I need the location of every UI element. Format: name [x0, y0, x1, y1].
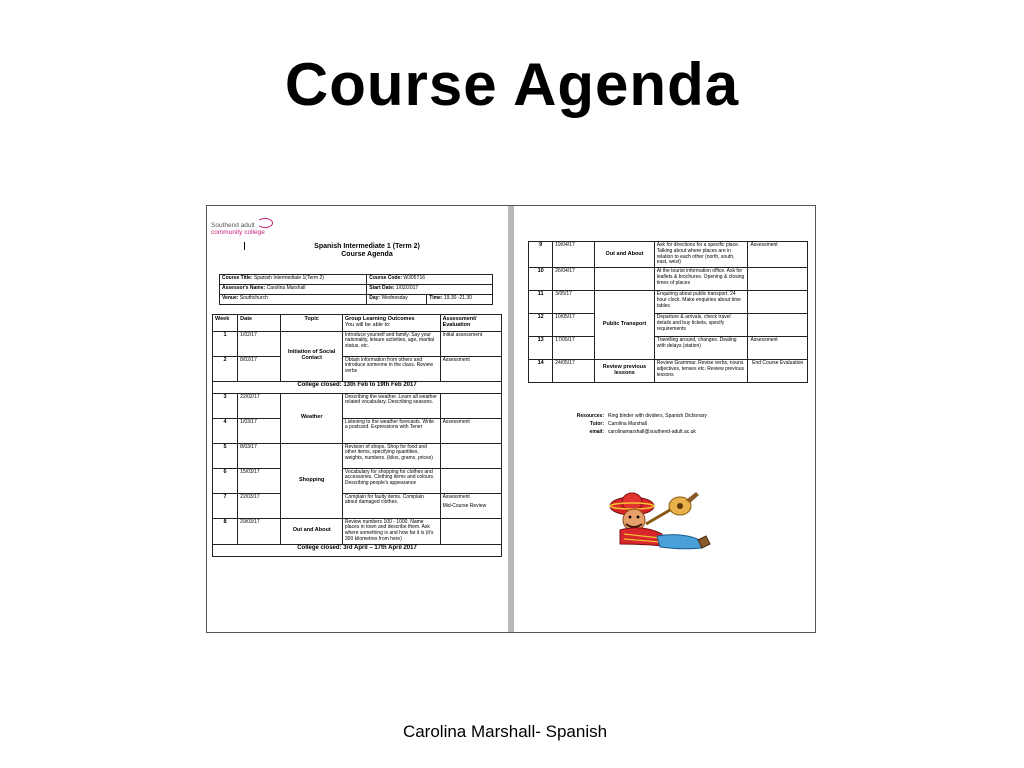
course-title-value: Spanish Intermediate 1(Term 2)	[253, 275, 324, 281]
start-date-value: 1/02/2017	[395, 285, 419, 291]
schedule-table-right	[528, 241, 808, 383]
date-cell: 26/04/17	[553, 268, 595, 291]
date-cell: 19/04/17	[553, 242, 595, 268]
table-row	[213, 381, 502, 393]
date-cell: 22/03/17	[238, 493, 281, 518]
table-row	[220, 295, 493, 305]
date-cell: 22/02/17	[238, 393, 281, 418]
outcome-cell: Complain for faulty items. Complain about damaged clothes.	[342, 493, 440, 518]
date-cell: 29/03/17	[238, 518, 281, 544]
date-cell: 24/05/17	[553, 360, 595, 383]
venue-label: Venue:	[222, 295, 239, 301]
email-line	[562, 428, 707, 436]
topic-cell: Review previous lessons	[595, 360, 654, 383]
date-cell: 15/03/17	[238, 468, 281, 493]
assessment-cell: End Course Evaluation	[748, 360, 808, 383]
info-cell	[427, 295, 493, 305]
date-cell: 3/05/17	[553, 291, 595, 314]
college-logo	[211, 222, 277, 236]
table-row	[213, 356, 502, 381]
course-title-label: Course Title:	[222, 275, 253, 281]
time-label: Time:	[429, 295, 443, 301]
outcome-cell: Listening to the weather forecasts. Write a postcard. Expressions with Tener	[342, 418, 440, 443]
outcome-cell: Travelling around, changes. Dealing with delays (station)	[654, 337, 748, 360]
assessor-label: Assessor's Name:	[222, 285, 266, 291]
assessment-cell	[440, 393, 501, 418]
college-closed-notice: College closed: 3rd April – 17th April 2017	[213, 544, 502, 556]
day-label: Day:	[369, 295, 381, 301]
outcome-cell: Obtain information from others and introduce someone in the class. Review verbs	[342, 356, 440, 381]
table-row	[213, 443, 502, 468]
assessment-cell	[440, 493, 501, 518]
outcome-cell: Vocabulary for shopping for clothes and accessories. Clothing items and colours. Describing people's appearance	[342, 468, 440, 493]
table-row	[529, 360, 808, 383]
topic-cell-empty	[595, 268, 654, 291]
resources-value: Ring binder with dividers, Spanish Dictionary	[608, 413, 707, 419]
date-cell: 17/05/17	[553, 337, 595, 360]
assessment-cell	[440, 468, 501, 493]
header-outcomes-text: Group Learning Outcomes	[344, 316, 415, 322]
assessment-cell	[748, 291, 808, 314]
resources-block	[562, 412, 707, 436]
header-outcomes-sub: You will be able to:	[344, 321, 391, 328]
assessor-value: Carolina Marshall	[266, 285, 306, 291]
date-cell: 1/03/17	[238, 418, 281, 443]
assessment-cell	[440, 518, 501, 544]
schedule-table-left	[212, 314, 502, 557]
logo-line2: community college	[211, 229, 265, 236]
start-date-label: Start Date:	[369, 285, 395, 291]
outcome-cell: Departure & arrivals, check travel details and buy tickets, specify requirements	[654, 314, 748, 337]
header-topic: Topic	[281, 315, 342, 332]
table-row	[529, 268, 808, 291]
table-row	[213, 493, 502, 518]
table-row	[213, 393, 502, 418]
document-title-line1: Spanish Intermediate 1 (Term 2)	[314, 243, 420, 250]
week-cell: 13	[529, 337, 553, 360]
table-row	[213, 331, 502, 356]
info-cell	[367, 295, 427, 305]
college-closed-notice: College closed: 13th Feb to 19th Feb 2017	[213, 381, 502, 393]
email-value: carolinamarshall@southend-adult.ac.uk	[608, 429, 696, 435]
week-cell: 7	[213, 493, 238, 518]
tutor-line	[562, 420, 707, 428]
slide-title: Course Agenda	[284, 51, 740, 118]
course-code-value: W305T16	[403, 275, 426, 281]
table-row	[529, 291, 808, 314]
week-cell: 9	[529, 242, 553, 268]
tutor-label: Tutor:	[589, 421, 604, 427]
outcome-cell: Describing the weather. Learn all weather related vocabulary. Describing seasons.	[342, 393, 440, 418]
date-cell: 8/02/17	[238, 356, 281, 381]
week-cell: 5	[213, 443, 238, 468]
outcome-cell: Introduce yourself and family. Say your nationality, leisure activities, age, marital status, etc.	[342, 331, 440, 356]
topic-cell: Out and About	[595, 242, 654, 268]
assessment-cell	[440, 443, 501, 468]
day-value: Wednesday	[381, 295, 408, 301]
course-code-label: Course Code:	[369, 275, 403, 281]
document-title-line2: Course Agenda	[341, 251, 393, 258]
table-row	[213, 418, 502, 443]
topic-cell: Weather	[281, 393, 342, 443]
header-assessment: Assessment/ Evaluation	[440, 315, 501, 332]
outcome-cell: Review Grammar. Revise verbs, nouns adjectives, tenses etc. Review previous lessons	[654, 360, 748, 383]
header-week: Week	[213, 315, 238, 332]
assessment-cell: Assessment	[440, 356, 501, 381]
assessment-text: Assessment	[442, 493, 470, 500]
week-cell: 14	[529, 360, 553, 383]
topic-cell: Public Transport	[595, 291, 654, 360]
document-preview	[206, 205, 816, 633]
logo-line1: Southend adult	[211, 222, 255, 229]
date-cell: 8/03/17	[238, 443, 281, 468]
tutor-value: Carolina Marshall	[608, 421, 647, 427]
table-row	[529, 314, 808, 337]
date-cell: 1/02/17	[238, 331, 281, 356]
table-row	[213, 468, 502, 493]
course-info-table	[219, 274, 493, 305]
assessment-cell: Assessment	[440, 418, 501, 443]
assessment-cell	[748, 314, 808, 337]
topic-cell: Shopping	[281, 443, 342, 518]
info-cell	[220, 295, 367, 305]
table-row	[529, 337, 808, 360]
outcome-cell: Revision of shops. Shop for food and other items, specifying quantities, weights, numbers. (kilos, grams, prices)	[342, 443, 440, 468]
info-cell	[220, 285, 367, 295]
info-cell	[367, 285, 493, 295]
week-cell: 11	[529, 291, 553, 314]
outcome-cell: Review numbers 100 - 1000. Name places in town and describe them. Ask where something is and how far it is (it's 300 kilometres from here)	[342, 518, 440, 544]
week-cell: 6	[213, 468, 238, 493]
week-cell: 2	[213, 356, 238, 381]
week-cell: 10	[529, 268, 553, 291]
outcome-cell: At the tourist information office. Ask for leaflets & brochures. Opening & closing times of places	[654, 268, 748, 291]
document-page-left	[207, 206, 507, 632]
header-outcomes	[342, 315, 440, 332]
mariachi-guitar-clipart-icon	[602, 484, 717, 559]
table-row	[220, 285, 493, 295]
header-date: Date	[238, 315, 281, 332]
week-cell: 3	[213, 393, 238, 418]
time-value: 19.30 -21.30	[443, 295, 472, 301]
outcome-cell: Ask for directions for a specific place. Talking about where places are in relation to each other (north, south, east, west)	[654, 242, 748, 268]
assessment-cell: Assessment	[748, 242, 808, 268]
week-cell: 4	[213, 418, 238, 443]
table-row	[213, 544, 502, 556]
info-cell	[367, 275, 493, 285]
week-cell: 8	[213, 518, 238, 544]
table-row	[529, 242, 808, 268]
email-label: email:	[589, 429, 604, 435]
text-cursor	[244, 242, 245, 250]
logo-swirl-icon	[257, 218, 273, 228]
topic-cell: Initiation of Social Contact	[281, 331, 342, 381]
table-row	[213, 518, 502, 544]
resources-line	[562, 412, 707, 420]
outcome-cell: Enquiring about public transport. 24 hour clock. Make enquiries about time tables	[654, 291, 748, 314]
assessment-cell	[748, 268, 808, 291]
slide-footer: Carolina Marshall- Spanish	[402, 722, 608, 741]
venue-value: Southchurch	[239, 295, 268, 301]
topic-cell: Out and About	[281, 518, 342, 544]
table-row	[220, 275, 493, 285]
assessment-cell: Assessment	[748, 337, 808, 360]
assessment-text-review: Mid-Course Review	[442, 503, 487, 510]
date-cell: 10/05/17	[553, 314, 595, 337]
week-cell: 1	[213, 331, 238, 356]
document-page-right	[514, 206, 815, 632]
document-title	[287, 243, 447, 259]
week-cell: 12	[529, 314, 553, 337]
assessment-cell: Initial assessment	[440, 331, 501, 356]
table-header-row	[213, 315, 502, 332]
resources-label: Resources:	[576, 413, 604, 419]
info-cell	[220, 275, 367, 285]
